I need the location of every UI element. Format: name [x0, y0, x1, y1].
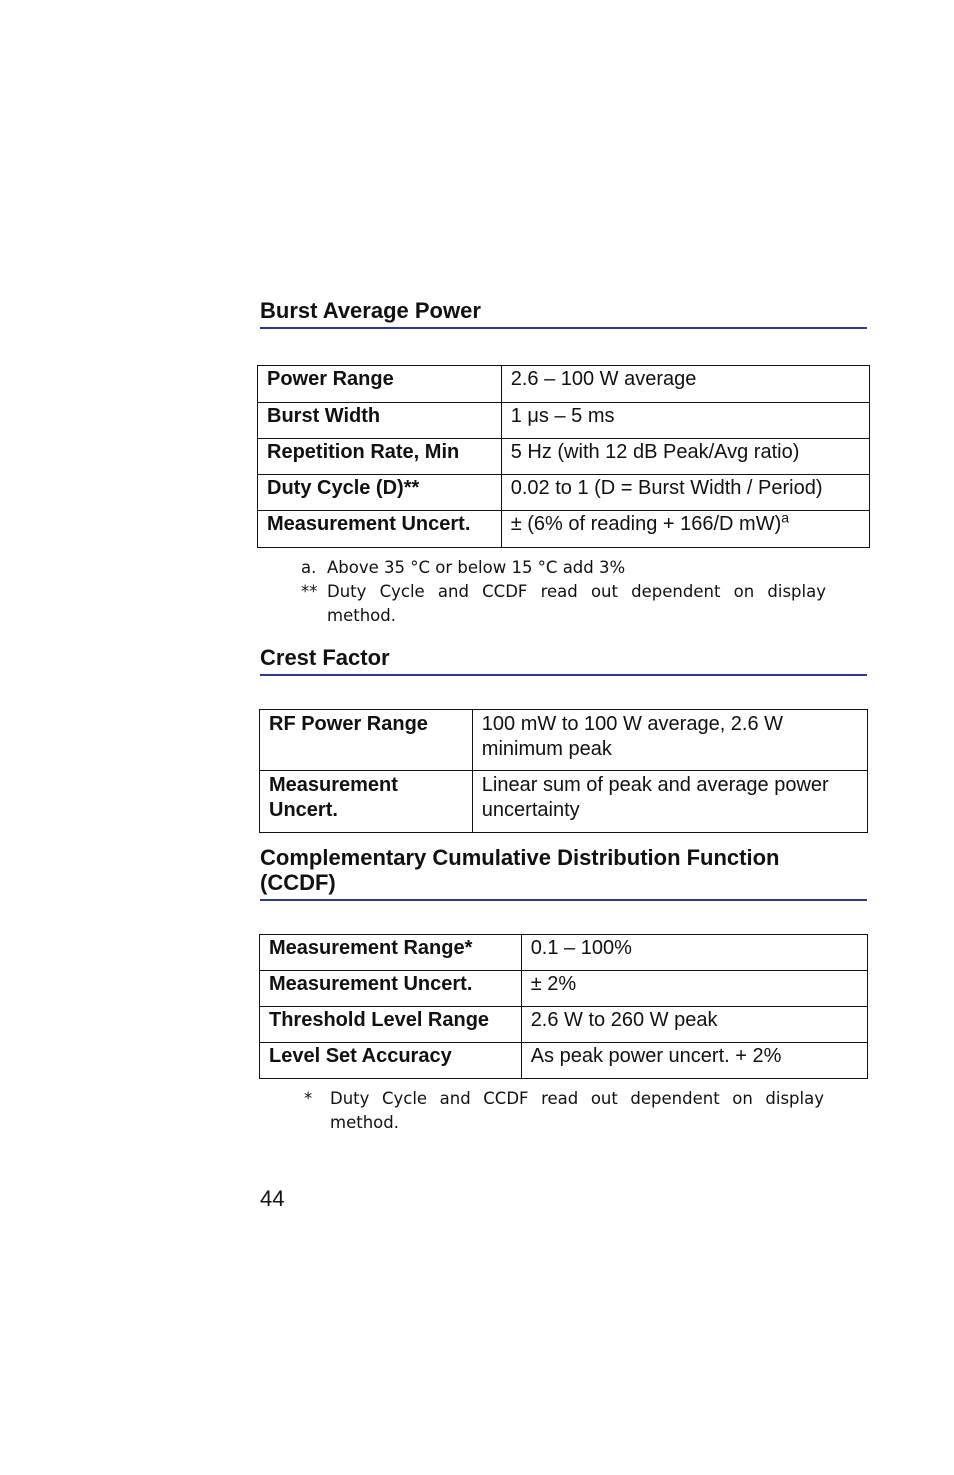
row-label: RF Power Range: [260, 710, 473, 771]
table-row: [258, 403, 870, 439]
footnote-text: Duty Cycle and CCDF read out dependent on display method.: [327, 582, 826, 625]
table-row: [258, 366, 870, 403]
footnote-text: Above 35 °C or below 15 °C add 3%: [327, 558, 626, 577]
ccdf-table: [259, 934, 868, 1079]
row-value: [501, 511, 869, 548]
row-label: Burst Width: [258, 403, 502, 439]
section-heading: Crest Factor: [260, 645, 867, 676]
table-row: [258, 475, 870, 511]
burst-average-power-table: [257, 365, 870, 548]
section-crest-factor: [260, 645, 867, 676]
row-label: Measurement Uncert.: [258, 511, 502, 548]
row-value: As peak power uncert. + 2%: [521, 1043, 867, 1079]
footnote-text: Duty Cycle and CCDF read out dependent on display method.: [330, 1089, 824, 1132]
burst-average-power-notes: [301, 556, 826, 628]
footnote-marker: a.: [301, 558, 317, 577]
table-row: [258, 439, 870, 475]
table-row: [260, 710, 868, 771]
row-label: Measurement Uncert.: [260, 771, 473, 833]
row-label: Measurement Uncert.: [260, 971, 522, 1007]
row-value: 2.6 – 100 W average: [501, 366, 869, 403]
footnote-marker: **: [301, 582, 318, 601]
row-value: 1 μs – 5 ms: [501, 403, 869, 439]
footnote: [304, 1087, 824, 1135]
footnote: [301, 580, 826, 628]
row-label: Power Range: [258, 366, 502, 403]
row-value: ± 2%: [521, 971, 867, 1007]
row-label: Measurement Range*: [260, 935, 522, 971]
section-heading: Complementary Cumulative Distribution Function (CCDF): [260, 845, 867, 901]
table-row: [260, 935, 868, 971]
row-label: Level Set Accuracy: [260, 1043, 522, 1079]
footnote-marker: *: [304, 1089, 313, 1108]
section-heading: Burst Average Power: [260, 298, 867, 329]
row-value: 5 Hz (with 12 dB Peak/Avg ratio): [501, 439, 869, 475]
row-value: 2.6 W to 260 W peak: [521, 1007, 867, 1043]
footnote: [301, 556, 826, 580]
footnote-ref: a: [781, 509, 790, 526]
table-row: [258, 511, 870, 548]
row-value: 0.1 – 100%: [521, 935, 867, 971]
row-label: Duty Cycle (D)**: [258, 475, 502, 511]
section-ccdf: [260, 845, 867, 901]
page-number: 44: [260, 1186, 285, 1211]
crest-factor-table: [259, 709, 868, 833]
row-label: Threshold Level Range: [260, 1007, 522, 1043]
table-row: [260, 971, 868, 1007]
row-value: 0.02 to 1 (D = Burst Width / Period): [501, 475, 869, 511]
table-row: [260, 1043, 868, 1079]
table-row: [260, 771, 868, 833]
ccdf-notes: [304, 1087, 824, 1135]
row-value: 100 mW to 100 W average, 2.6 W minimum peak: [472, 710, 867, 771]
row-value-text: ± (6% of reading + 166/D mW): [510, 513, 782, 535]
table-row: [260, 1007, 868, 1043]
row-value: Linear sum of peak and average power uncertainty: [472, 771, 867, 833]
row-label: Repetition Rate, Min: [258, 439, 502, 475]
section-burst-average-power: [260, 298, 867, 329]
